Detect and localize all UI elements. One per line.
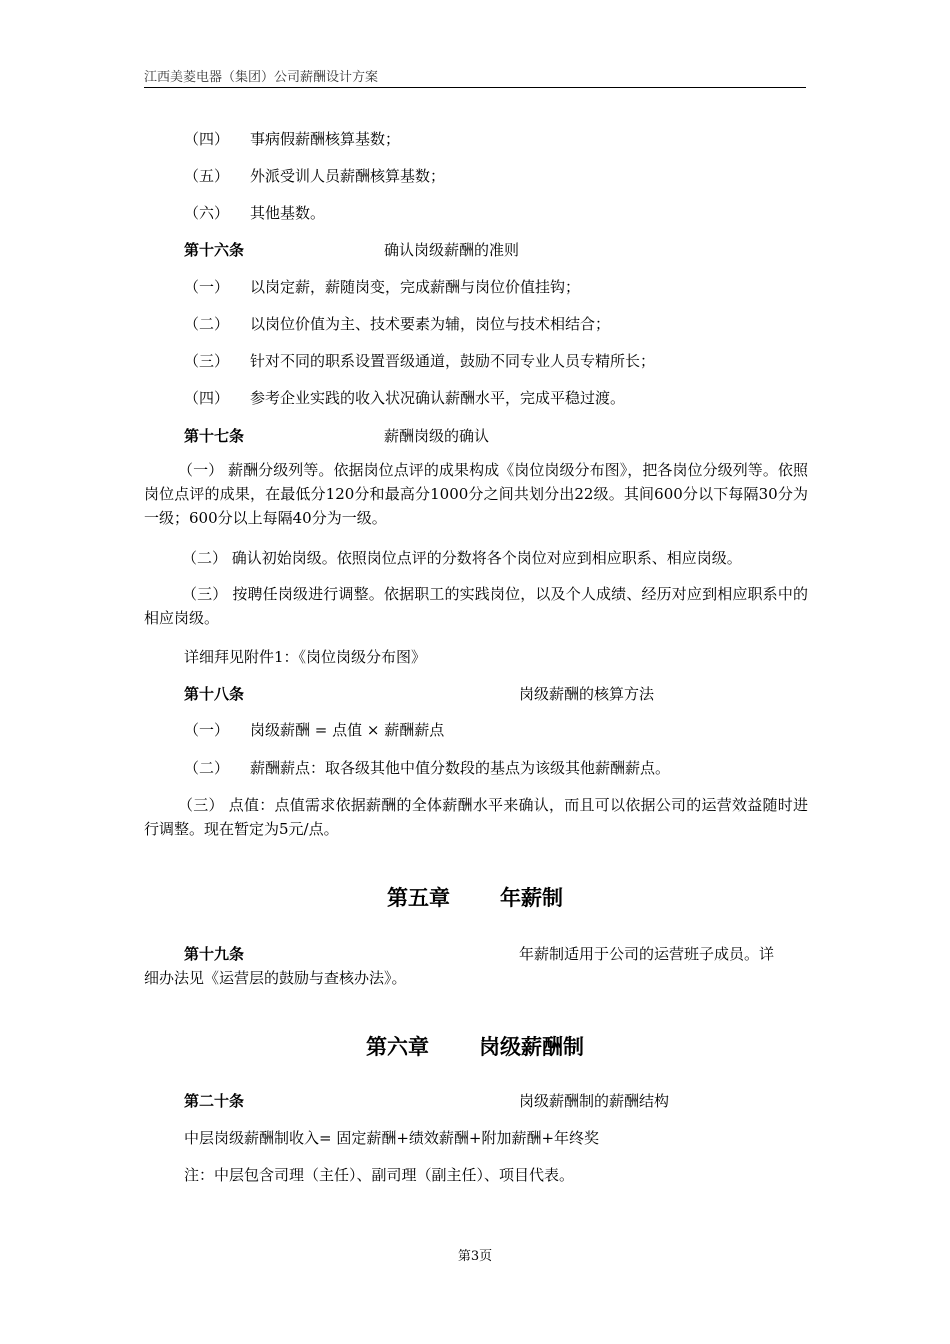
header-title: 江西美菱电器（集团）公司薪酬设计方案 bbox=[144, 70, 379, 85]
article-label: 第十九条 bbox=[184, 945, 245, 963]
item-number: （二） bbox=[184, 315, 230, 333]
article-label: 第十七条 bbox=[184, 427, 245, 445]
list-item bbox=[184, 165, 445, 186]
list-item bbox=[184, 757, 670, 778]
attachment-note: 详细拜见附件1：《岗位岗级分布图》 bbox=[184, 648, 427, 666]
item-number: （五） bbox=[184, 167, 230, 185]
page-header bbox=[144, 66, 806, 88]
article-19-text-cont: 细办法见《运营层的鼓励与查核办法》。 bbox=[144, 969, 407, 987]
chapter-number: 第六章 bbox=[366, 1034, 429, 1059]
article-16-heading bbox=[184, 239, 244, 260]
item-number: （二） bbox=[184, 759, 230, 777]
list-item bbox=[184, 128, 400, 149]
list-item bbox=[184, 313, 610, 334]
article-17-heading bbox=[184, 425, 244, 446]
note: 注：中层包含司理（主任）、副司理（副主任）、项目代表。 bbox=[184, 1166, 575, 1184]
article-label: 第十六条 bbox=[184, 241, 245, 259]
paragraph: （一） 薪酬分级列等。依据岗位点评的成果构成《岗位岗级分布图》，把各岗位分级列等。依照岗位点评的成果，在最低分120分和最高分1000分之间共划分出22级。其间600分以下每隔30分为一级；600分以上每隔40分为一级。 bbox=[144, 461, 808, 527]
item-number: （六） bbox=[184, 204, 230, 222]
item-text: 岗级薪酬 = 点值 × 薪酬薪点 bbox=[250, 721, 445, 739]
item-text: 以岗位价值为主、技术要素为辅，岗位与技术相结合； bbox=[250, 315, 611, 333]
list-item bbox=[184, 276, 580, 297]
item-number: （一） bbox=[184, 721, 230, 739]
chapter-5-heading bbox=[0, 882, 950, 912]
paragraph: （三） 点值：点值需求依据薪酬的全体薪酬水平来确认，而且可以依据公司的运营效益随时进行调整。现在暂定为5元/点。 bbox=[144, 796, 808, 838]
item-text: 以岗定薪，薪随岗变，完成薪酬与岗位价值挂钩； bbox=[250, 278, 581, 296]
item-text: 外派受训人员薪酬核算基数； bbox=[250, 167, 446, 185]
item-text: 其他基数。 bbox=[250, 204, 326, 222]
item-number: （三） bbox=[184, 352, 230, 370]
item-text: 薪酬薪点：取各级其他中值分数段的基点为该级其他薪酬薪点。 bbox=[250, 759, 671, 777]
article-19-text: 年薪制适用于公司的运营班子成员。详 bbox=[519, 945, 775, 963]
article-20-heading bbox=[184, 1090, 244, 1111]
article-18-title: 岗级薪酬的核算方法 bbox=[519, 685, 655, 703]
paragraph: （二） 确认初始岗级。依照岗位点评的分数将各个岗位对应到相应职系、相应岗级。 bbox=[182, 549, 742, 567]
article-20-title: 岗级薪酬制的薪酬结构 bbox=[519, 1092, 670, 1110]
formula: 中层岗级薪酬制收入= 固定薪酬+绩效薪酬+附加薪酬+年终奖 bbox=[184, 1129, 600, 1147]
list-item bbox=[184, 387, 625, 408]
article-16-title: 确认岗级薪酬的准则 bbox=[384, 241, 520, 259]
chapter-number: 第五章 bbox=[387, 885, 450, 910]
list-item bbox=[184, 202, 325, 223]
article-18-heading bbox=[184, 683, 244, 704]
item-number: （四） bbox=[184, 130, 230, 148]
item-number: （四） bbox=[184, 389, 230, 407]
chapter-title: 岗级薪酬制 bbox=[479, 1034, 584, 1059]
list-item bbox=[184, 719, 444, 740]
chapter-title: 年薪制 bbox=[500, 885, 563, 910]
article-label: 第二十条 bbox=[184, 1092, 245, 1110]
article-19-heading bbox=[184, 943, 244, 964]
item-number: （一） bbox=[184, 278, 230, 296]
paragraph: （三） 按聘任岗级进行调整。依据职工的实践岗位，以及个人成绩、经历对应到相应职系中的相应岗级。 bbox=[144, 585, 808, 627]
chapter-6-heading bbox=[0, 1031, 950, 1061]
list-item bbox=[184, 350, 655, 371]
item-text: 事病假薪酬核算基数； bbox=[250, 130, 401, 148]
page-number: 第3页 bbox=[457, 1249, 493, 1264]
article-17-title: 薪酬岗级的确认 bbox=[384, 427, 490, 445]
item-text: 参考企业实践的收入状况确认薪酬水平，完成平稳过渡。 bbox=[250, 389, 626, 407]
article-label: 第十八条 bbox=[184, 685, 245, 703]
item-text: 针对不同的职系设置晋级通道，鼓励不同专业人员专精所长； bbox=[250, 352, 656, 370]
